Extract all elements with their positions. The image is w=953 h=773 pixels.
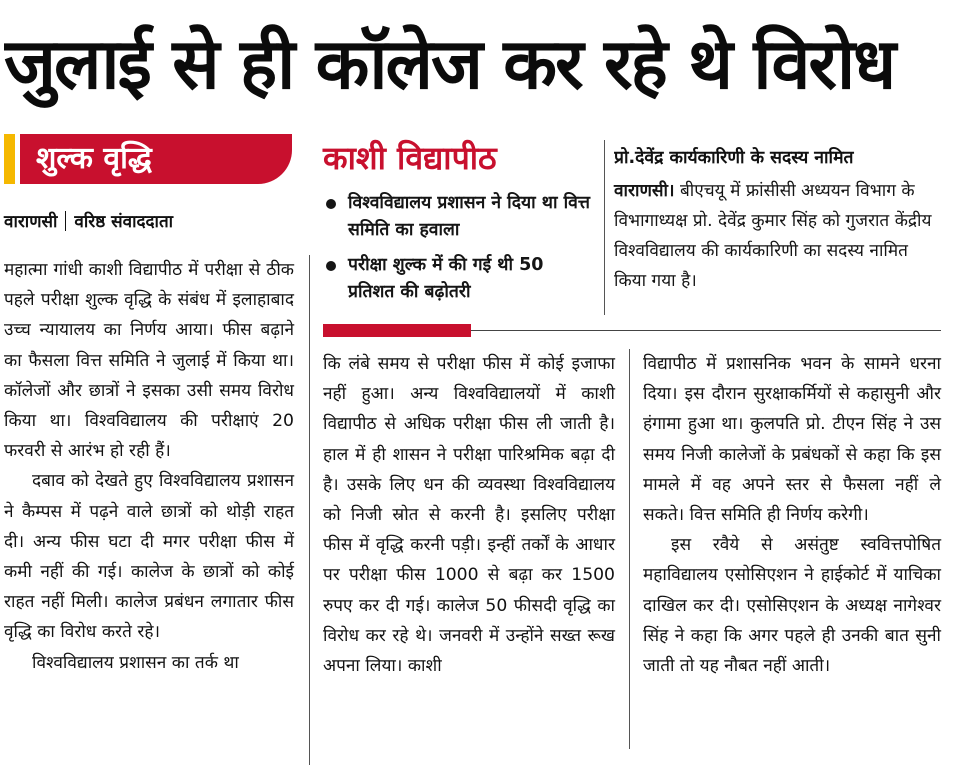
sidebar-title: काशी विद्यापीठ xyxy=(323,139,497,177)
byline-author: वरिष्ठ संवाददाता xyxy=(74,212,174,232)
brief-place: वाराणसी। xyxy=(614,181,675,201)
kicker-label: शुल्क वृद्धि xyxy=(36,141,152,176)
column-divider xyxy=(604,140,605,315)
brief-text: बीएचयू में फ्रांसीसी अध्ययन विभाग के विभागाध्यक्ष प्रो. देवेंद्र कुमार सिंह को गुजरात केंद्रीय विश्वविद्यालय की कार्यकारिणी का सदस्य नामित किया गया है। xyxy=(614,181,932,291)
headline: जुलाई से ही कॉलेज कर रहे थे विरोध xyxy=(4,23,895,105)
byline-divider xyxy=(65,211,66,231)
section-rule-accent xyxy=(323,324,471,337)
bullet-dot-icon xyxy=(326,199,336,209)
brief-title: प्रो.देवेंद्र कार्यकारिणी के सदस्य नामित xyxy=(614,148,854,168)
brief-body xyxy=(614,176,934,296)
bullet-item: विश्वविद्यालय प्रशासन ने दिया था वित्त समिति का हवाला xyxy=(326,190,594,244)
section-rule xyxy=(471,330,941,331)
story-paragraph: विद्यापीठ में प्रशासनिक भवन के सामने धरना दिया। इस दौरान सुरक्षाकर्मियों से कहासुनी और हंगामा हुआ था। कुलपति प्रो. टीएन सिंह ने उस समय निजी कालेजों के प्रबंधकों से कहा कि इस मामले में वह अपने स्तर से फैसला नहीं ले सकते। वित्त समिति ही निर्णय करेगी। xyxy=(643,354,941,526)
column-divider xyxy=(309,255,310,765)
story-column-left xyxy=(4,255,294,765)
bullet-item: परीक्षा शुल्क में की गई थी 50 प्रतिशत की बढ़ोतरी xyxy=(326,252,594,306)
sidebar-bullets xyxy=(326,190,594,314)
story-paragraph: इस रवैये से असंतुष्ट स्ववित्तपोषित महाविद्यालय एसोसिएशन ने हाईकोर्ट में याचिका दाखिल कर दी। एसोसिएशन के अध्यक्ष नागेश्वर सिंह ने कहा कि अगर पहले ही उनकी बात सुनी जाती तो यह नौबत नहीं आती। xyxy=(643,535,941,677)
byline-place: वाराणसी xyxy=(4,212,58,232)
column-divider xyxy=(629,349,630,749)
byline xyxy=(4,207,294,237)
story-column-middle xyxy=(323,349,615,769)
story-paragraph: कि लंबे समय से परीक्षा फीस में कोई इजाफा नहीं हुआ। अन्य विश्वविद्यालयों में काशी विद्यापीठ से अधिक परीक्षा फीस ली जाती है। हाल में ही शासन ने परीक्षा पारिश्रमिक बढ़ा दी है। उसके लिए धन की व्यवस्था विश्वविद्यालय को निजी स्रोत से करनी है। इसलिए परीक्षा फीस में वृद्धि करनी पड़ी। इन्हीं तर्कों के आधार पर परीक्षा फीस 1000 से बढ़ा कर 1500 रुपए कर दी गई। कालेज 50 फीसदी वृद्धि का विरोध कर रहे थे। जनवरी में उन्होंने सख्त रूख अपना लिया। काशी xyxy=(323,354,615,677)
story-paragraph: दबाव को देखते हुए विश्वविद्यालय प्रशासन ने कैम्पस में पढ़ने वाले छात्रों को थोड़ी राहत दी। अन्य फीस घटा दी मगर परीक्षा फीस में कमी नहीं की गई। कालेज के छात्रों को कोई राहत नहीं मिली। कालेज प्रबंधन लगातार फीस वृद्धि का विरोध करते रहे। xyxy=(4,471,294,643)
story-paragraph: विश्वविद्यालय प्रशासन का तर्क था xyxy=(32,652,239,673)
bullet-dot-icon xyxy=(326,261,336,271)
kicker-accent-bar xyxy=(4,134,15,184)
story-column-right xyxy=(643,349,941,749)
story-paragraph: महात्मा गांधी काशी विद्यापीठ में परीक्षा से ठीक पहले परीक्षा शुल्क वृद्धि के संबंध में इलाहाबाद उच्च न्यायालय का निर्णय आया। फीस बढ़ाने का फैसला वित्त समिति ने जुलाई में किया था। कॉलेजों और छात्रों ने इसका उसी समय विरोध किया था। विश्वविद्यालय की परीक्षाएं 20 फरवरी से आरंभ हो रही हैं। xyxy=(4,260,294,462)
